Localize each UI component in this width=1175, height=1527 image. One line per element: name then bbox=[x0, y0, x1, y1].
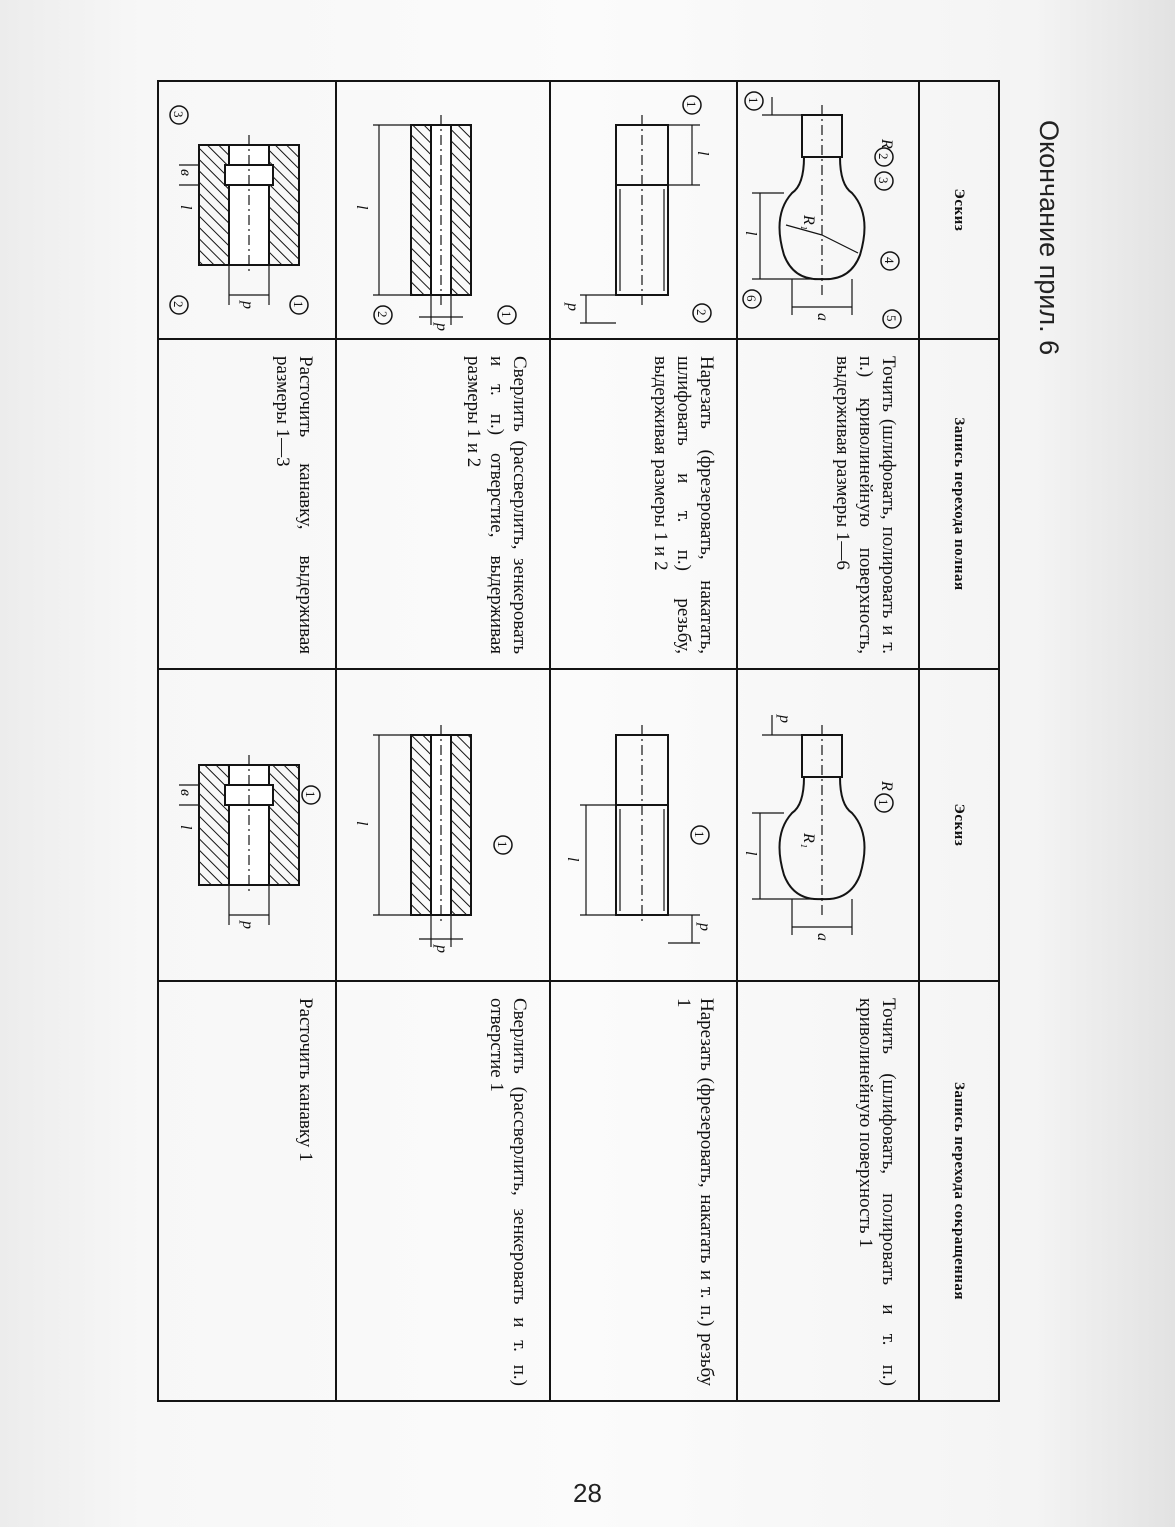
sketch-curved-short bbox=[737, 669, 919, 981]
sketch-hole-full bbox=[336, 81, 550, 339]
marker-1: 1 bbox=[746, 97, 761, 104]
sketch-groove-short bbox=[158, 669, 336, 981]
header-sketch-short: Эскиз bbox=[919, 669, 999, 981]
short-record-hole: Сверлить (рассверлить, зенкеровать и т. п.) отверстие 1 bbox=[336, 981, 550, 1401]
label-l: l bbox=[694, 151, 711, 156]
table-header-row bbox=[919, 81, 999, 1401]
label-b: в bbox=[177, 169, 194, 176]
label-p: p bbox=[433, 945, 450, 953]
short-record-curved: Точить (шлифовать, полировать и т. п.) криволинейную поверхность 1 bbox=[737, 981, 919, 1401]
label-l: l bbox=[177, 205, 194, 210]
sketch-groove-full bbox=[158, 81, 336, 339]
curved-surface-sketch bbox=[742, 85, 912, 335]
label-p: p bbox=[433, 323, 450, 331]
hole-sketch bbox=[343, 85, 543, 335]
label-l: l bbox=[353, 205, 370, 210]
header-sketch-full: Эскиз bbox=[919, 81, 999, 339]
label-b: в bbox=[177, 789, 194, 796]
thread-sketch bbox=[555, 85, 730, 335]
label-R: R bbox=[878, 781, 895, 791]
marker-2: 2 bbox=[876, 153, 891, 160]
short-record-thread: Нарезать (фрезеровать, накатать и т. п.) резьбу 1 bbox=[550, 981, 737, 1401]
short-record-groove: Расточить канавку 1 bbox=[158, 981, 336, 1401]
table-row bbox=[336, 81, 550, 1401]
marker-4: 4 bbox=[882, 257, 897, 264]
label-p: p bbox=[696, 923, 713, 931]
full-record-hole: Сверлить (рассверлить, зенкеровать и т. п.) отверстие, выдерживая размеры 1 и 2 bbox=[336, 339, 550, 669]
table-row bbox=[158, 81, 336, 1401]
rotated-sheet bbox=[160, 80, 1064, 1400]
marker-1: 1 bbox=[495, 841, 510, 848]
marker-2: 2 bbox=[375, 311, 390, 318]
sketch-hole-short bbox=[336, 669, 550, 981]
marker-2: 2 bbox=[171, 301, 186, 308]
marker-1: 1 bbox=[684, 101, 699, 108]
hole-sketch-short bbox=[343, 685, 543, 965]
table-row bbox=[737, 81, 919, 1401]
sketch-thread-full bbox=[550, 81, 737, 339]
marker-1: 1 bbox=[303, 791, 318, 798]
sketch-thread-short bbox=[550, 669, 737, 981]
label-R1: R₁ bbox=[800, 833, 817, 849]
label-a: a bbox=[814, 933, 831, 941]
groove-sketch bbox=[164, 85, 329, 335]
label-p: p bbox=[239, 301, 256, 309]
label-p: p bbox=[564, 303, 581, 311]
label-l: l bbox=[742, 231, 759, 236]
marker-6: 6 bbox=[744, 295, 759, 302]
label-p: p bbox=[239, 921, 256, 929]
full-record-thread: Нарезать (фрезеровать, накатать, шлифовать и т. п.) резьбу, выдерживая размеры 1 и 2 bbox=[550, 339, 737, 669]
marker-5: 5 bbox=[884, 315, 899, 322]
thread-sketch-short bbox=[555, 685, 730, 965]
table-row bbox=[550, 81, 737, 1401]
marker-3: 3 bbox=[876, 177, 891, 184]
full-record-groove: Расточить канавку, выдерживая размеры 1—3 bbox=[158, 339, 336, 669]
full-record-curved: Точить (шлифовать, полировать и т. п.) криволинейную поверхность, выдерживая размеры 1—6 bbox=[737, 339, 919, 669]
label-l: l bbox=[564, 857, 581, 862]
label-l: l bbox=[177, 825, 194, 830]
header-full-record: Запись перехода полная bbox=[919, 339, 999, 669]
label-l: l bbox=[353, 821, 370, 826]
marker-1: 1 bbox=[291, 301, 306, 308]
curved-surface-sketch-short bbox=[742, 685, 912, 965]
label-R1: R₁ bbox=[800, 215, 817, 231]
header-short-record: Запись перехода сокращенная bbox=[919, 981, 999, 1401]
label-R: R bbox=[878, 139, 895, 149]
marker-1: 1 bbox=[499, 311, 514, 318]
marker-2: 2 bbox=[694, 309, 709, 316]
transition-table bbox=[157, 80, 1000, 1402]
label-p: p bbox=[776, 715, 793, 723]
page-number: 28 bbox=[573, 1478, 602, 1508]
appendix-caption: Окончание прил. 6 bbox=[1034, 120, 1064, 356]
sketch-curved-full bbox=[737, 81, 919, 339]
marker-1: 1 bbox=[876, 799, 891, 806]
marker-1: 1 bbox=[692, 831, 707, 838]
label-l: l bbox=[742, 851, 759, 856]
groove-sketch-short bbox=[164, 685, 329, 965]
marker-3: 3 bbox=[171, 111, 186, 118]
label-a: a bbox=[814, 313, 831, 321]
